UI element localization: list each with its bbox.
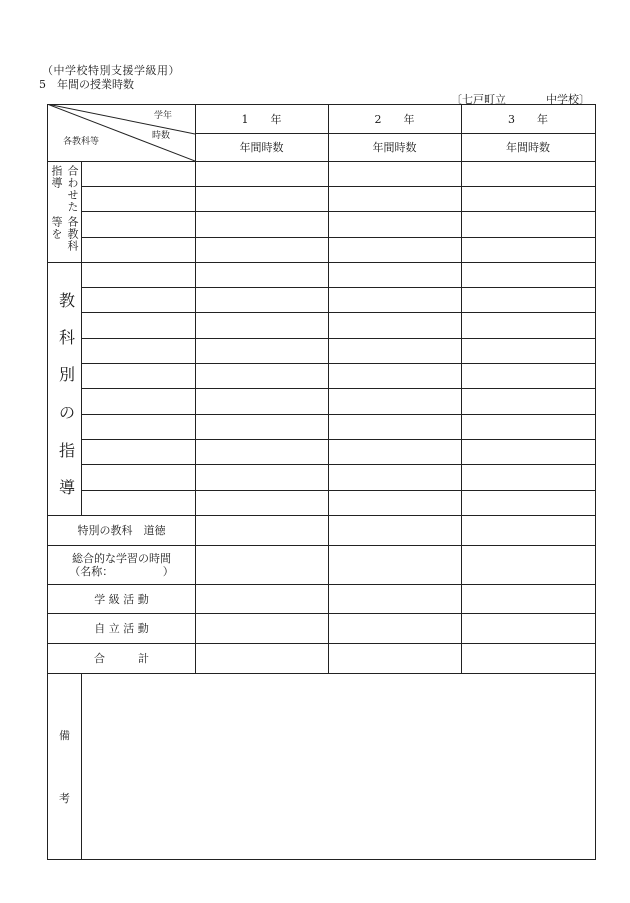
grade-2-hours-header: 年間時数 [372, 141, 417, 154]
subject-label-char: の [59, 403, 76, 422]
school-prefix: 〔七戸町立 [451, 93, 506, 106]
header-bottom-line [47, 161, 596, 162]
combined-guidance-label [48, 165, 80, 259]
grade-2-header: 2 年 [374, 112, 415, 126]
corner-subject-label: 各教科等 [63, 137, 100, 147]
row-line [81, 439, 595, 440]
section-line [47, 262, 596, 263]
integrated-label-line1: 総合的な学習の時間 [72, 551, 171, 565]
row-line [81, 414, 595, 415]
row-line [81, 490, 595, 491]
row-line [81, 211, 595, 212]
grade-1-hours-header: 年間時数 [239, 141, 284, 154]
document-subtitle: （中学校特別支援学級用） [42, 64, 180, 77]
row-line [81, 338, 595, 339]
combined-label-col1: 各教科等を [50, 216, 79, 253]
integrated-label-line2: （名称： ） [69, 564, 174, 578]
subject-label-char: 教 [59, 291, 76, 310]
heading-text: 年間の授業時数 [57, 78, 134, 91]
row-line [81, 237, 595, 238]
grade-3-header: 3 年 [508, 112, 548, 126]
row-line [81, 312, 595, 313]
grade-3-hours-header: 年間時数 [506, 141, 550, 154]
school-suffix: 中学校〕 [546, 93, 590, 106]
moral-education-label: 特別の教科 道徳 [77, 524, 166, 537]
table-border-bottom [47, 859, 596, 860]
total-label: 合 計 [94, 652, 149, 665]
heading-number: 5 [39, 78, 46, 91]
grade-1-header: 1 年 [241, 112, 282, 126]
remarks-top-line [47, 673, 596, 674]
col-line-grade1 [195, 104, 196, 674]
corner-hours-label: 時数 [152, 131, 171, 141]
subject-label-char: 指 [59, 441, 76, 460]
subject-label-char: 科 [59, 328, 76, 347]
class-activity-label: 学 級 活 動 [94, 592, 149, 606]
integrated-study-label [48, 545, 195, 584]
header-diagonal-lines [47, 104, 195, 161]
subject-guidance-label [48, 262, 81, 515]
col-line-grade3 [461, 104, 462, 674]
remarks-input[interactable] [82, 675, 594, 858]
row-line [81, 388, 595, 389]
row-line [81, 363, 595, 364]
remarks-label-char: 備 [59, 729, 70, 742]
row-line [81, 287, 595, 288]
col-line-grade2 [328, 104, 329, 674]
independent-activity-label: 自 立 活 動 [94, 622, 149, 635]
subject-label-char: 導 [59, 478, 76, 497]
combined-label-col2: 合わせた指導 [50, 165, 79, 213]
document-heading [39, 76, 134, 92]
row-line [81, 186, 595, 187]
subject-label-char: 別 [59, 365, 76, 384]
corner-grade-label: 学年 [154, 111, 173, 121]
remarks-label-char: 考 [59, 792, 70, 805]
row-line [81, 464, 595, 465]
table-border-right [595, 104, 596, 860]
